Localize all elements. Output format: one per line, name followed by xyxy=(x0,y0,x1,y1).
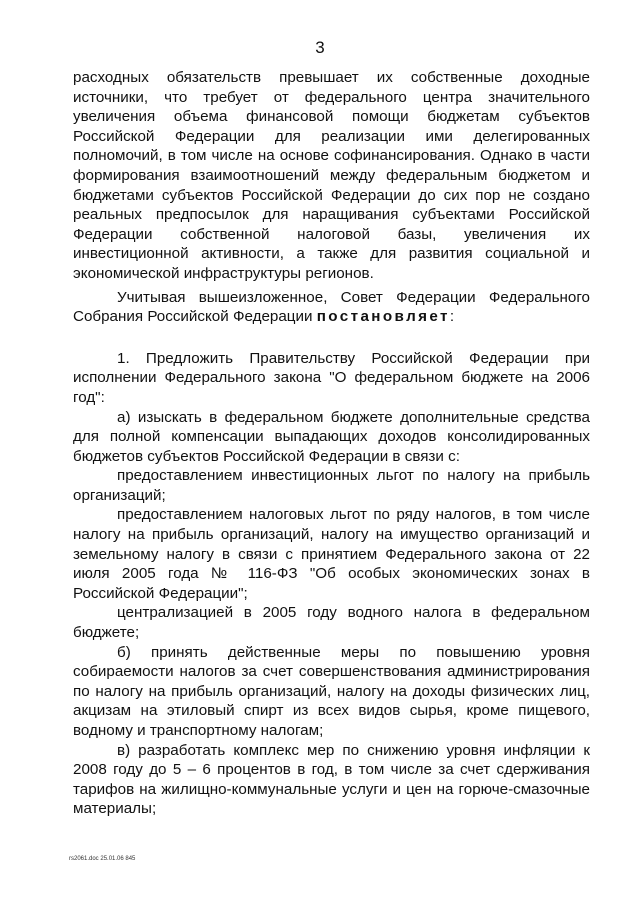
paragraph-item-b: б) принять действенные меры по повышению уровня собираемости налогов за счет совершенствования администрирования по налогу на прибыль организаций, налогу на доходы физических лиц, акцизам на этиловый спирт из всех видов сырья, кроме пищевого, водному и транспортному налогам; xyxy=(73,643,590,739)
preamble-lead: Учитывая вышеизложенное, Совет Федерации Федерального Собрания Российской Федерации xyxy=(73,288,590,326)
paragraph-continuation: расходных обязательств превышает их собственные доходные источники, что требует от федерального центра значительного увеличения объема финансовой помощи бюджетам субъектов Российской Федерации для реализации ими делегированных полномочий, в том числе на основе софинансирования. Однако в части формирования взаимоотношений между федеральным бюджетом и бюджетами субъектов Российской Федерации до сих пор не создано реальных предпосылок для наращивания субъектами Российской Федерации собственной налоговой базы, увеличения их инвестиционной активности, а также для развития социальной и экономической инфраструктуры регионов. xyxy=(73,69,590,282)
paragraph-tax-benefits: предоставлением налоговых льгот по ряду налогов, в том числе налогу на прибыль организаций, налогу на имущество организаций и земельному налогу в связи с принятием Федерального закона от 22 июля 2005 года № 116-ФЗ "Об особых экономических зонах в Российской Федерации"; xyxy=(73,506,590,602)
paragraph-item-a: а) изыскать в федеральном бюджете дополнительные средства для полной компенсации выпадающих доходов консолидированных бюджетов субъектов Российской Федерации в связи с: xyxy=(73,408,590,465)
resolution-verb: постановляет xyxy=(316,308,450,326)
paragraph-item-v: в) разработать комплекс мер по снижению уровня инфляции к 2008 году до 5 – 6 процентов в год, в том числе за счет сдерживания тарифов на жилищно-коммунальные услуги и цен на горюче-смазочные материалы; xyxy=(73,741,590,818)
preamble-colon: : xyxy=(449,308,455,326)
document-body xyxy=(73,68,590,819)
paragraph-investment-benefits: предоставлением инвестиционных льгот по налогу на прибыль организаций; xyxy=(73,467,590,504)
paragraph-preamble xyxy=(73,288,590,327)
page-number: 3 xyxy=(315,38,325,57)
paragraph-item-1: 1. Предложить Правительству Российской Федерации при исполнении Федерального закона "О федеральном бюджете на 2006 год": xyxy=(73,349,590,406)
document-footer: rs2061.doc 25.01.06 845 xyxy=(69,856,136,862)
paragraph-water-tax: централизацией в 2005 году водного налога в федеральном бюджете; xyxy=(73,604,590,642)
